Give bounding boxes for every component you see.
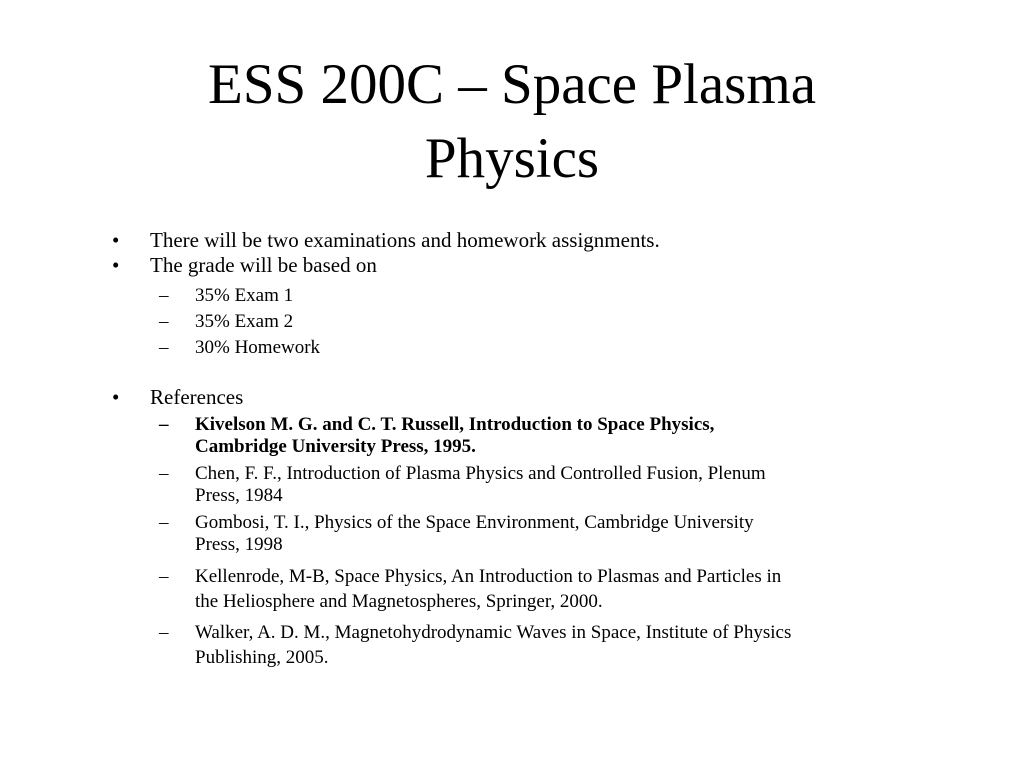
reference-line: Cambridge University Press, 1995.: [195, 436, 476, 457]
reference-line: the Heliosphere and Magnetospheres, Springer, 2000.: [195, 591, 603, 612]
reference-line: Press, 1984: [195, 485, 283, 506]
bullet-dot-icon: •: [112, 253, 120, 277]
grade-text: 35% Exam 1: [195, 285, 294, 306]
bullet-text: The grade will be based on: [150, 253, 377, 277]
dash-icon: –: [159, 566, 169, 587]
bullet-text: There will be two examinations and homework assignments.: [150, 228, 660, 252]
dash-icon: –: [159, 311, 169, 332]
reference-chen: [112, 463, 932, 507]
dash-icon: –: [159, 463, 169, 484]
reference-line: Kivelson M. G. and C. T. Russell, Introduction to Space Physics,: [195, 414, 715, 435]
bullet-grade: [112, 253, 932, 278]
dash-icon: –: [159, 622, 169, 643]
dash-icon: –: [159, 285, 169, 306]
dash-icon: –: [159, 414, 169, 435]
slide-title: [112, 48, 912, 196]
reference-line: Kellenrode, M-B, Space Physics, An Introduction to Plasmas and Particles in: [195, 566, 782, 587]
reference-gombosi: [112, 512, 932, 556]
title-line-2: Physics: [424, 127, 600, 190]
dash-icon: –: [159, 337, 169, 358]
reference-line: Gombosi, T. I., Physics of the Space Environment, Cambridge University: [195, 512, 754, 533]
title-line-1: ESS 200C – Space Plasma: [208, 53, 816, 116]
reference-walker: [112, 620, 932, 670]
reference-kivelson: [112, 414, 932, 458]
reference-line: Press, 1998: [195, 534, 283, 555]
reference-line: Walker, A. D. M., Magnetohydrodynamic Waves in Space, Institute of Physics: [195, 622, 792, 643]
grade-item-exam2: [112, 311, 932, 333]
reference-kellenrode: [112, 564, 932, 614]
bullet-text: References: [150, 385, 244, 409]
dash-icon: –: [159, 512, 169, 533]
grade-item-homework: [112, 337, 932, 359]
bullet-dot-icon: •: [112, 228, 120, 252]
grade-text: 30% Homework: [195, 337, 321, 358]
grade-text: 35% Exam 2: [195, 311, 294, 332]
reference-line: Publishing, 2005.: [195, 647, 329, 668]
bullet-dot-icon: •: [112, 385, 120, 409]
bullet-references: [112, 385, 932, 410]
bullet-exams: [112, 228, 932, 253]
reference-line: Chen, F. F., Introduction of Plasma Physics and Controlled Fusion, Plenum: [195, 463, 766, 484]
grade-item-exam1: [112, 285, 932, 307]
slide-body: [112, 228, 932, 670]
